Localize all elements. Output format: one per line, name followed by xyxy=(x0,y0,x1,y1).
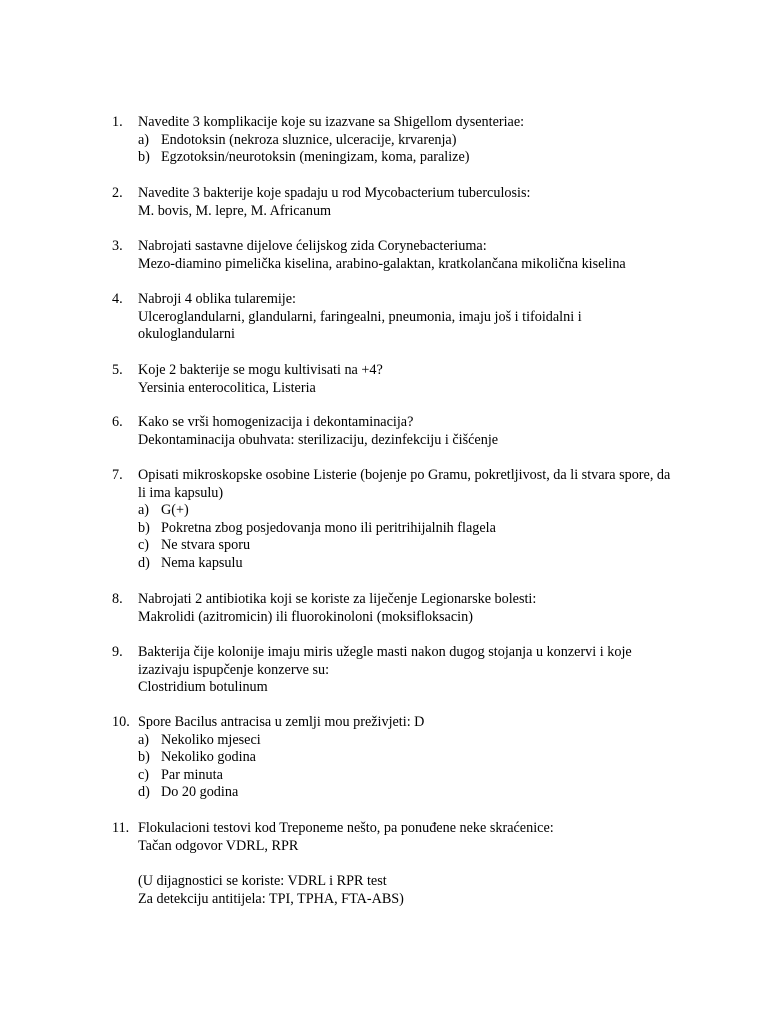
option-letter: d) xyxy=(138,784,150,801)
option-text: Endotoksin (nekroza sluznice, ulceracije, krvarenja) xyxy=(161,131,457,148)
question-text: Opisati mikroskopske osobine Listerie (bojenje po Gramu, pokretljivost, da li stvara spore, da xyxy=(138,467,671,483)
answer-text: Makrolidi (azitromicin) ili fluorokinoloni (moksifloksacin) xyxy=(138,608,473,625)
option-text: Do 20 godina xyxy=(161,784,239,801)
option-letter: a) xyxy=(138,131,150,148)
question-text: Navedite 3 komplikacije koje su izazvane sa Shigellom dysenteriae: xyxy=(138,114,525,130)
question-number: 5. xyxy=(112,362,123,378)
option-text: G(+) xyxy=(161,502,189,519)
question-number: 9. xyxy=(112,644,123,660)
question-number: 1. xyxy=(112,114,123,130)
answer-text: Ulceroglandularni, glandularni, faringealni, pneumonia, imaju još i tifoidalni i xyxy=(138,308,582,325)
option-text: Nema kapsulu xyxy=(161,555,243,571)
question-number: 11. xyxy=(112,820,130,836)
question-number: 10. xyxy=(112,714,130,730)
question-number: 6. xyxy=(112,414,123,430)
answer-text: okuloglandularni xyxy=(138,326,235,343)
question-text: Spore Bacilus antracisa u zemlji mou preživjeti: D xyxy=(138,714,425,730)
question-text: Nabrojati sastavne dijelove ćelijskog zida Corynebacteriuma: xyxy=(138,238,487,254)
question-number: 4. xyxy=(112,291,123,307)
question-number: 2. xyxy=(112,185,123,201)
option-letter: b) xyxy=(138,519,150,536)
option-text: Ne stvara sporu xyxy=(161,537,251,554)
answer-text: Yersinia enterocolitica, Listeria xyxy=(138,379,316,396)
question-text: Bakterija čije kolonije imaju miris užegle masti nakon dugog stojanja u konzervi i koje xyxy=(138,644,632,660)
option-letter: d) xyxy=(138,555,150,571)
option-letter: b) xyxy=(138,149,150,166)
question-text: Nabrojati 2 antibiotika koji se koriste za liječenje Legionarske bolesti: xyxy=(138,591,537,607)
question-text: Kako se vrši homogenizacija i dekontaminacija? xyxy=(138,414,414,430)
question-text: Nabroji 4 oblika tularemije: xyxy=(138,291,296,307)
question-text-continued: li ima kapsulu) xyxy=(138,484,224,501)
question-text: Koje 2 bakterije se mogu kultivisati na +4? xyxy=(138,362,383,378)
option-text: Pokretna zbog posjedovanja mono ili peritrihijalnih flagela xyxy=(161,519,496,536)
option-letter: a) xyxy=(138,731,150,748)
option-text: Nekoliko godina xyxy=(161,749,256,766)
option-text: Egzotoksin/neurotoksin (meningizam, koma, paralize) xyxy=(161,149,470,166)
answer-text: Clostridium botulinum xyxy=(138,679,268,696)
option-letter: c) xyxy=(138,766,150,783)
answer-text: Dekontaminacija obuhvata: sterilizaciju, dezinfekciju i čišćenje xyxy=(138,431,499,448)
answer-text: M. bovis, M. lepre, M. Africanum xyxy=(138,202,332,219)
option-text: Par minuta xyxy=(161,766,223,783)
note-text: (U dijagnostici se koriste: VDRL i RPR test xyxy=(138,873,387,889)
option-text: Nekoliko mjeseci xyxy=(161,731,261,748)
answer-text: Mezo-diamino pimelička kiselina, arabino-galaktan, kratkolančana mikolična kiselina xyxy=(138,255,626,272)
option-letter: c) xyxy=(138,537,150,554)
question-number: 8. xyxy=(112,591,123,607)
question-text: Navedite 3 bakterije koje spadaju u rod Mycobacterium tuberculosis: xyxy=(138,185,531,201)
question-text: Flokulacioni testovi kod Treponeme nešto, pa ponuđene neke skraćenice: xyxy=(138,820,554,836)
option-letter: b) xyxy=(138,749,150,766)
answer-text: Tačan odgovor VDRL, RPR xyxy=(138,837,299,854)
question-text-continued: izazivaju ispupčenje konzerve su: xyxy=(138,661,330,678)
option-letter: a) xyxy=(138,502,150,519)
note-text: Za detekciju antitijela: TPI, TPHA, FTA-ABS) xyxy=(138,890,404,907)
question-number: 7. xyxy=(112,467,123,483)
question-number: 3. xyxy=(112,238,123,254)
